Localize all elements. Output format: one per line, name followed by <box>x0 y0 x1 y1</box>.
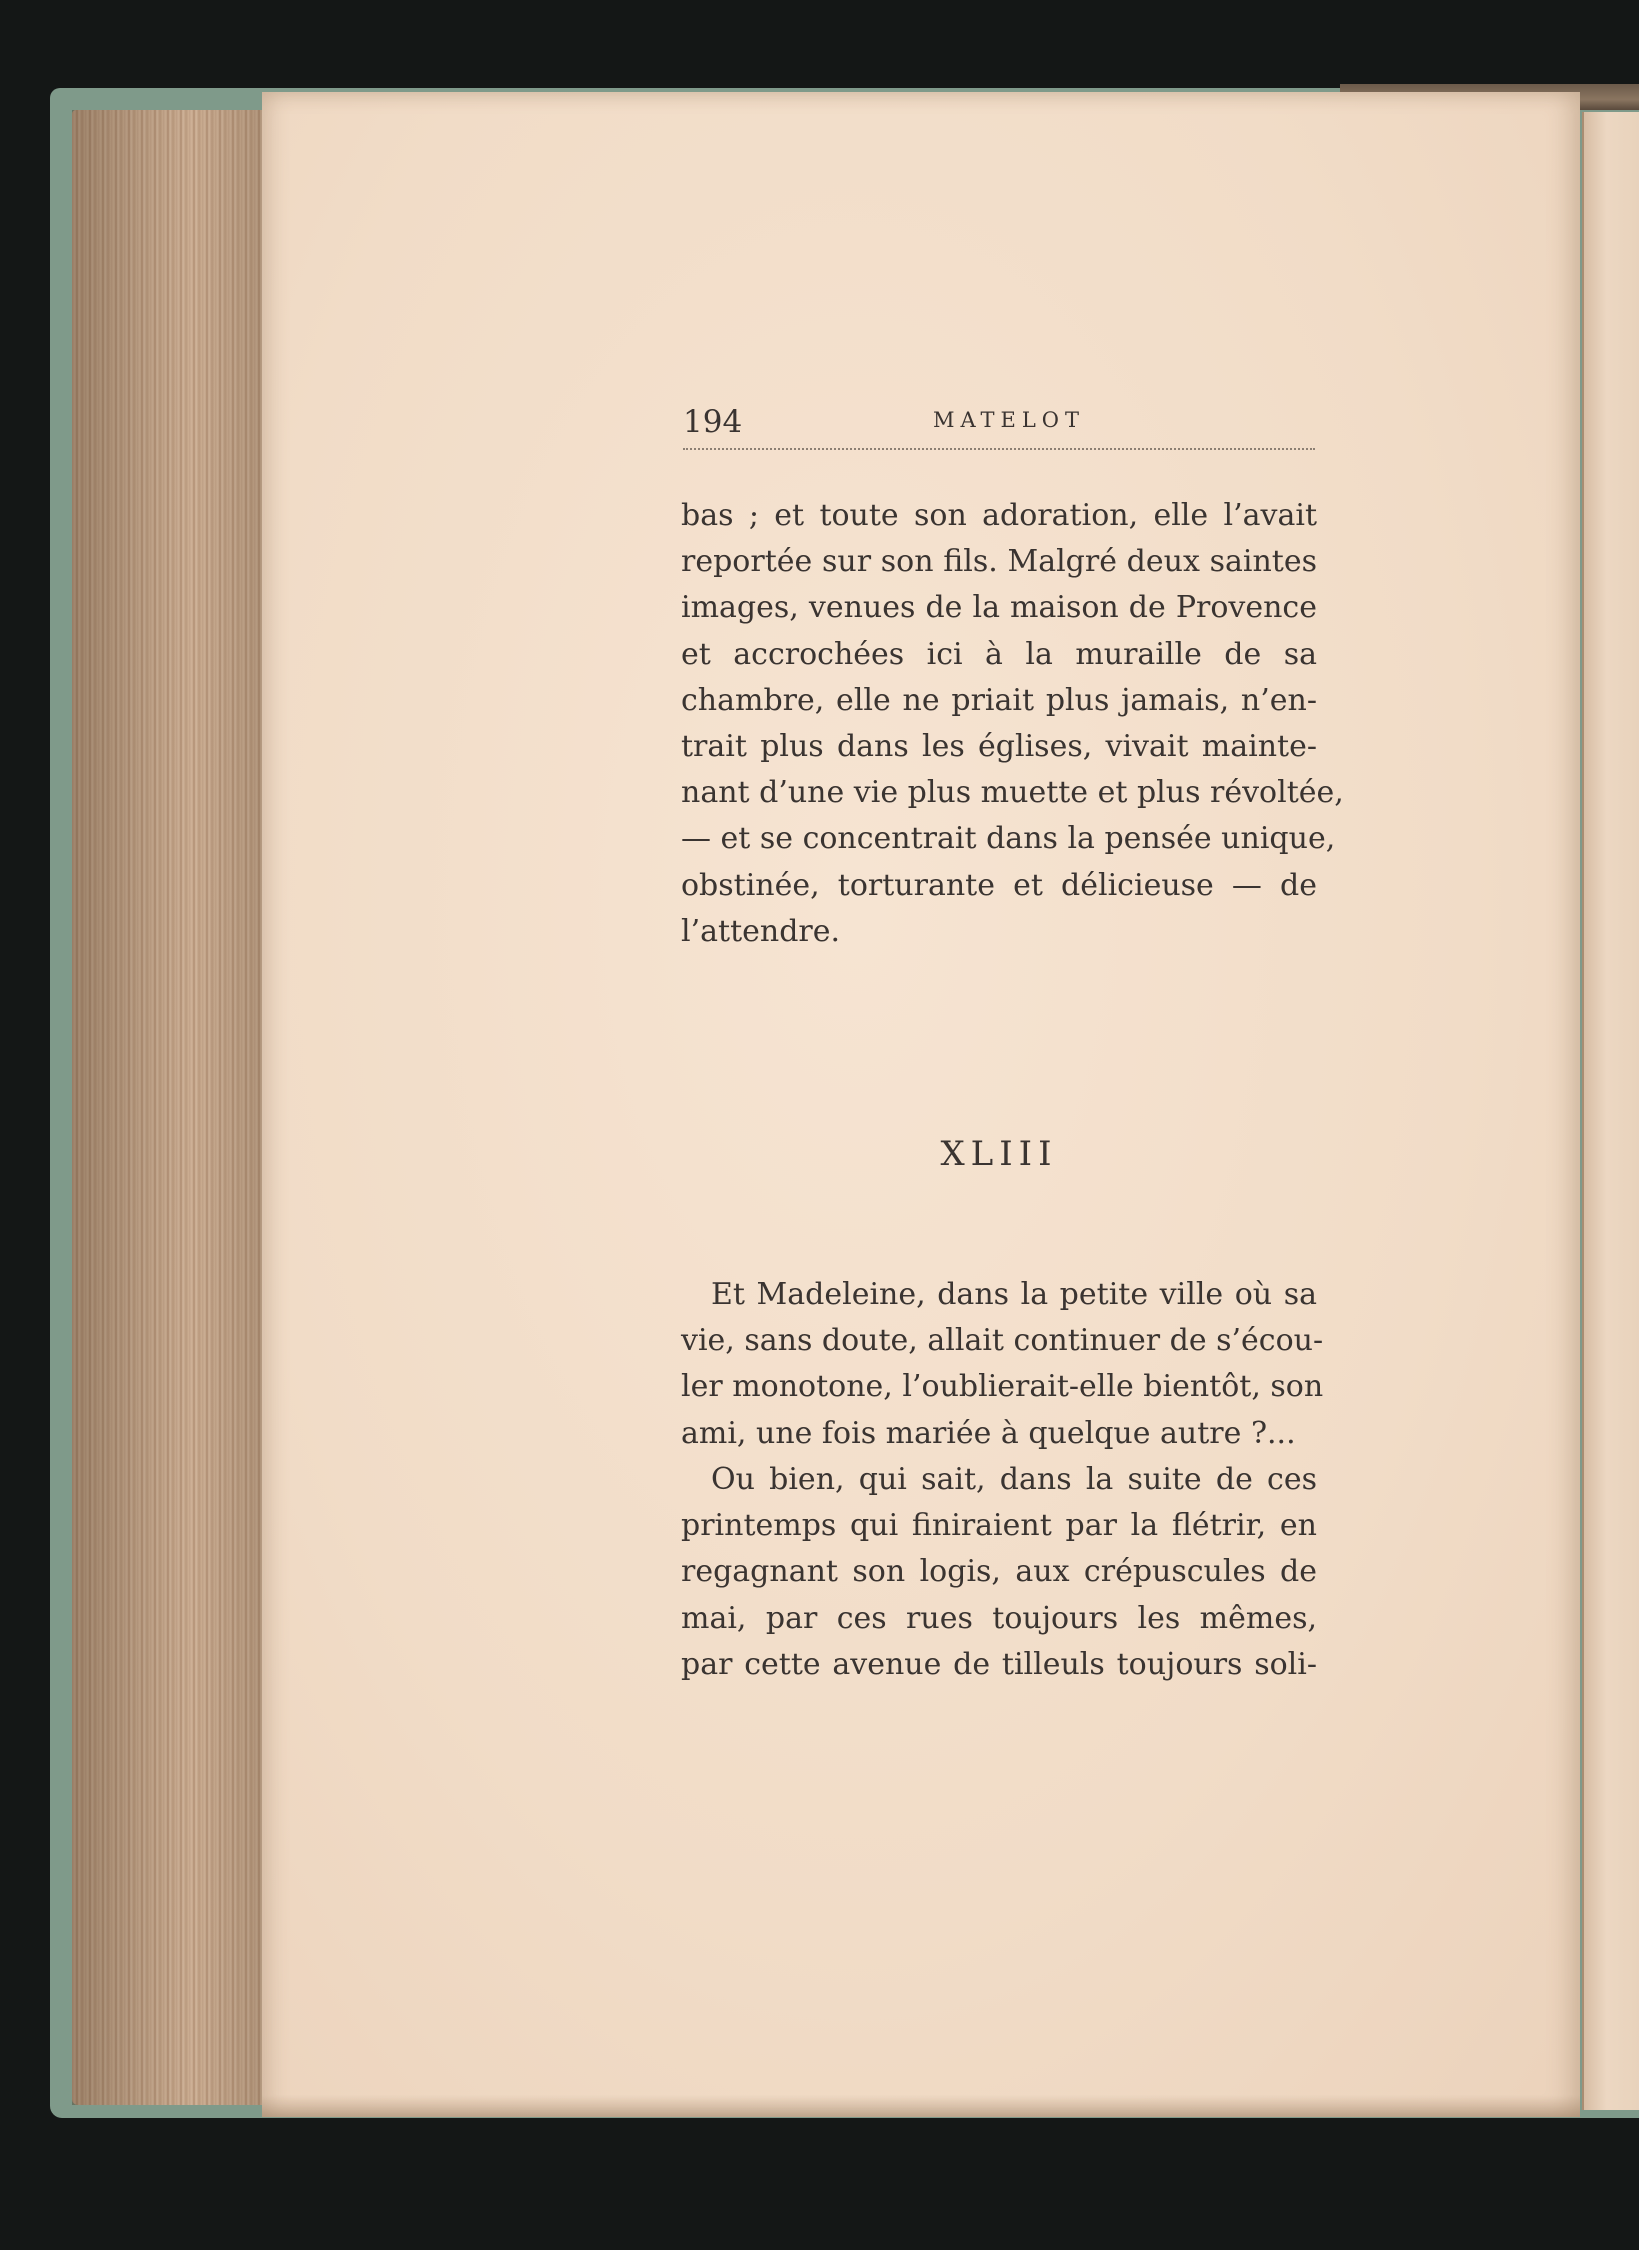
text-line: nant d’une vie plus muette et plus révoltée, <box>681 775 1344 811</box>
chapter-heading: XLIII <box>940 1134 1058 1174</box>
running-head <box>683 402 1315 450</box>
text-line: — et se concentrait dans la pensée unique, <box>681 821 1336 857</box>
text-line: regagnant son logis, aux crépuscules de <box>681 1554 1317 1590</box>
text-line: vie, sans doute, allait continuer de s’écou- <box>681 1323 1324 1359</box>
text-line: images, venues de la maison de Provence <box>681 590 1317 626</box>
text-line: ami, une fois mariée à quelque autre ?... <box>681 1415 1296 1451</box>
paragraph-3 <box>681 1457 1317 1688</box>
paragraph-2 <box>681 1272 1324 1457</box>
text-line: l’attendre. <box>681 913 841 949</box>
facing-page-edge <box>1582 112 1639 2110</box>
text-line: mai, par ces rues toujours les mêmes, <box>681 1600 1317 1636</box>
text-line: et accrochées ici à la muraille de sa <box>681 636 1317 672</box>
text-line: bas ; et toute son adoration, elle l’avait <box>681 498 1317 533</box>
text-line: Ou bien, qui sait, dans la suite de ces <box>711 1462 1317 1497</box>
text-line: printemps qui finiraient par la flétrir, en <box>681 1508 1317 1544</box>
text-line: chambre, elle ne priait plus jamais, n’en- <box>681 682 1317 718</box>
running-title: MATELOT <box>933 408 1086 432</box>
text-line: reportée sur son fils. Malgré deux saintes <box>681 544 1317 580</box>
book-page <box>262 92 1580 2117</box>
page-bottom-shadow <box>262 2095 1580 2117</box>
text-line: obstinée, torturante et délicieuse — de <box>681 867 1317 903</box>
page-edges-shade <box>72 110 272 2105</box>
text-line: ler monotone, l’oublierait-elle bientôt, son <box>681 1369 1324 1405</box>
page-number: 194 <box>683 404 743 440</box>
text-line: trait plus dans les églises, vivait mainte- <box>681 729 1317 765</box>
paragraph-1 <box>681 493 1344 955</box>
text-line: Et Madeleine, dans la petite ville où sa <box>711 1277 1317 1312</box>
text-line: par cette avenue de tilleuls toujours soli- <box>681 1646 1317 1682</box>
